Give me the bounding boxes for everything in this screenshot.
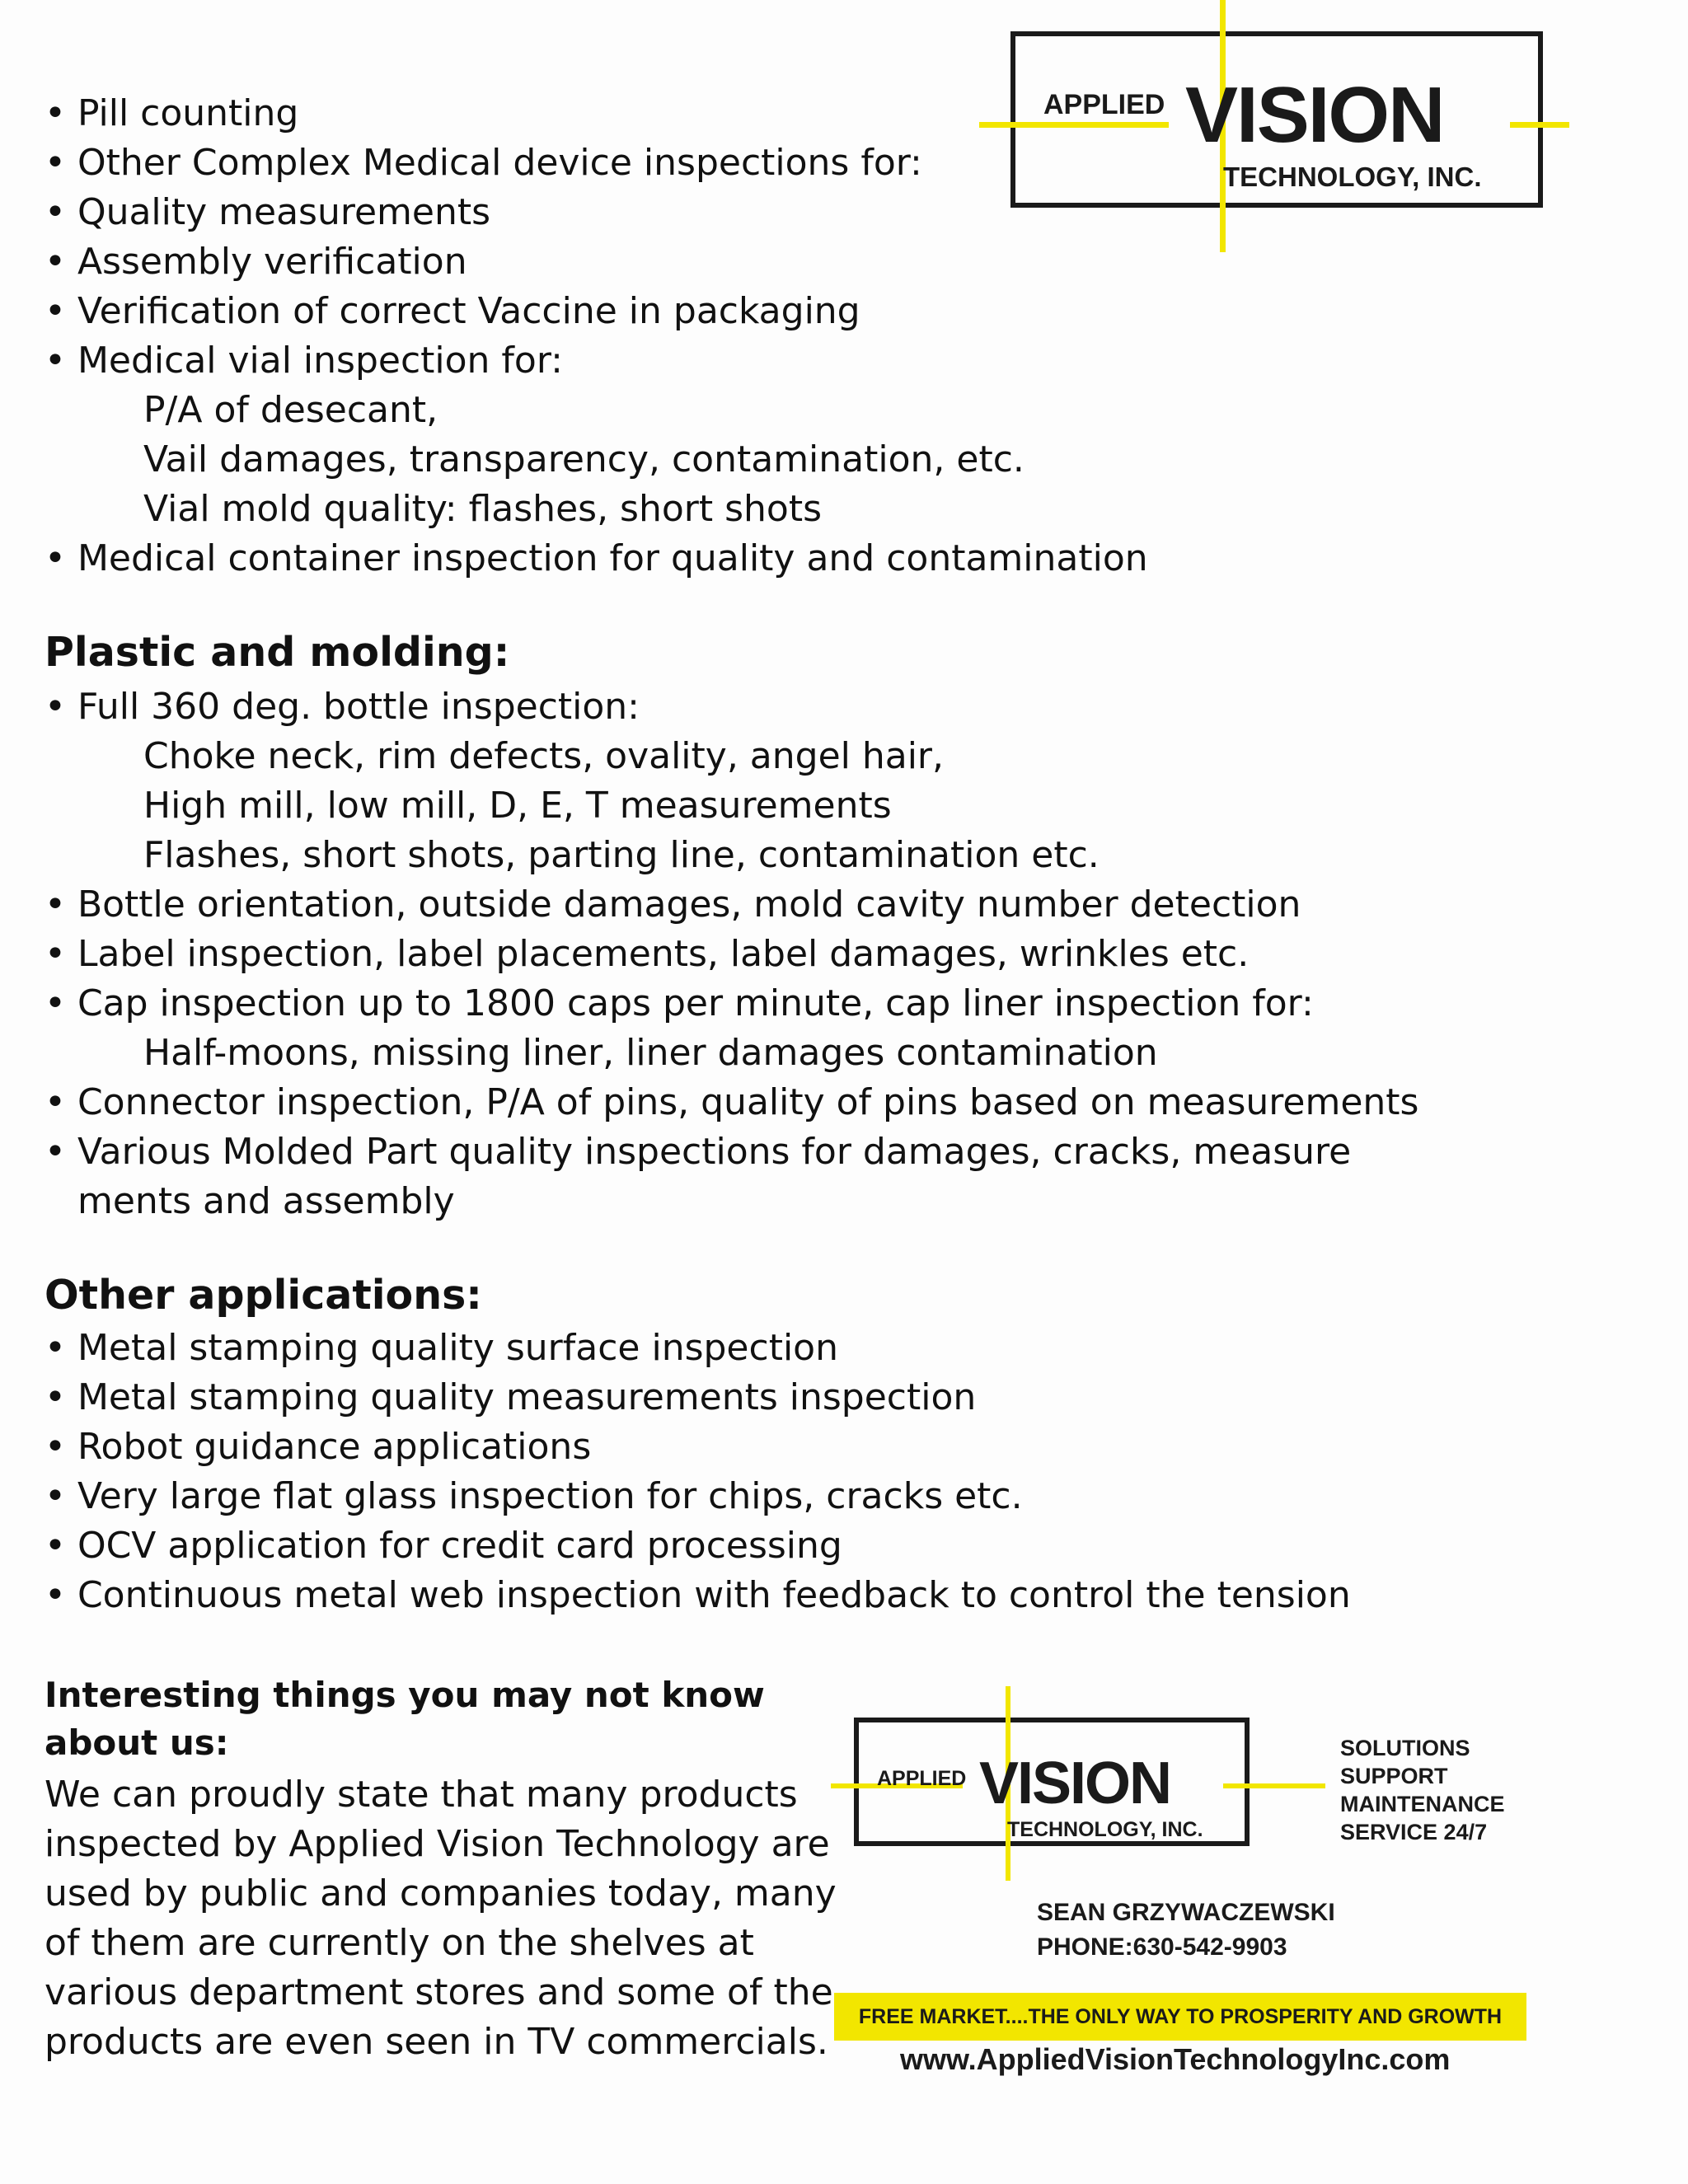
list-item: • Connector inspection, P/A of pins, quality of pins based on measurements [45,1081,1419,1123]
list-item-continuation: ments and assembly [77,1180,455,1222]
list-item: • Pill counting [45,92,299,134]
list-item: • Various Molded Part quality inspections for damages, cracks, measure [45,1131,1352,1173]
logo-technology-text: TECHNOLOGY, INC. [1223,162,1482,192]
list-item: • Medical vial inspection for: [45,340,563,382]
slogan-banner [834,1993,1526,2041]
list-subitem: Flashes, short shots, parting line, contamination etc. [143,834,1100,876]
contact-name: SEAN GRZYWACZEWSKI [1037,1899,1335,1926]
list-subitem: High mill, low mill, D, E, T measurements [143,785,892,827]
list-item: • Metal stamping quality measurements inspection [45,1376,977,1418]
list-subitem: Half-moons, missing liner, liner damages contamination [143,1032,1158,1074]
list-item: • Bottle orientation, outside damages, mold cavity number detection [45,883,1301,926]
plastic-molding-list [45,682,1418,1226]
list-item: • Full 360 deg. bottle inspection: [45,686,640,728]
list-subitem: Choke neck, rim defects, ovality, angel hair, [143,735,945,777]
list-item: • OCV application for credit card processing [45,1525,842,1567]
list-item: • Medical container inspection for quality and contamination [45,537,1148,579]
list-item: • Verification of correct Vaccine in packaging [45,290,860,332]
list-item: • Robot guidance applications [45,1426,592,1468]
service-item: SOLUTIONS [1340,1736,1470,1760]
list-item: • Assembly verification [45,241,467,283]
list-item: • Metal stamping quality surface inspection [45,1327,838,1369]
list-item: • Cap inspection up to 1800 caps per minute, cap liner inspection for: [45,982,1314,1024]
company-logo-bottom [831,1686,1325,1892]
logo-vision-text: VISION [979,1750,1171,1816]
service-item: SUPPORT [1340,1764,1448,1788]
about-heading: Interesting things you may not know about us: [45,1675,765,1763]
services-list [1340,1734,1505,1846]
list-subitem: Vail damages, transparency, contamination, etc. [143,438,1025,480]
other-applications-list [45,1324,1351,1620]
list-item: • Label inspection, label placements, label damages, wrinkles etc. [45,933,1250,975]
plastic-molding-heading: Plastic and molding: [45,629,510,676]
medical-applications-list [45,89,1148,583]
other-applications-heading: Other applications: [45,1272,482,1319]
list-item: • Very large flat glass inspection for chips, cracks etc. [45,1475,1023,1517]
list-subitem: Vial mold quality: flashes, short shots [143,488,823,530]
about-paragraph: We can proudly state that many products inspected by Applied Vision Technology are used by public and companies today, many of them are currently on the shelves at various department stores and some of the products are even seen in TV commercials. [45,1774,837,2063]
logo-crosshair-right [1510,122,1569,128]
logo-applied-text: APPLIED [1043,89,1165,120]
contact-phone: PHONE:630-542-9903 [1037,1933,1287,1961]
list-item: • Other Complex Medical device inspections for: [45,142,922,184]
logo-vision-text: VISION [1185,71,1444,159]
logo-technology-text: TECHNOLOGY, INC. [1007,1818,1203,1841]
logo-crosshair-right [1223,1783,1325,1788]
list-subitem: P/A of desecant, [143,389,438,431]
logo-applied-text: APPLIED [877,1767,967,1790]
list-item: • Continuous metal web inspection with feedback to control the tension [45,1574,1351,1616]
service-item: MAINTENANCE [1340,1792,1505,1816]
website-url[interactable]: www.AppliedVisionTechnologyInc.com [900,2042,1451,2076]
service-item: SERVICE 24/7 [1340,1820,1488,1844]
list-item: • Quality measurements [45,191,491,233]
slogan-text: FREE MARKET....THE ONLY WAY TO PROSPERITY AND GROWTH [858,2004,1503,2028]
